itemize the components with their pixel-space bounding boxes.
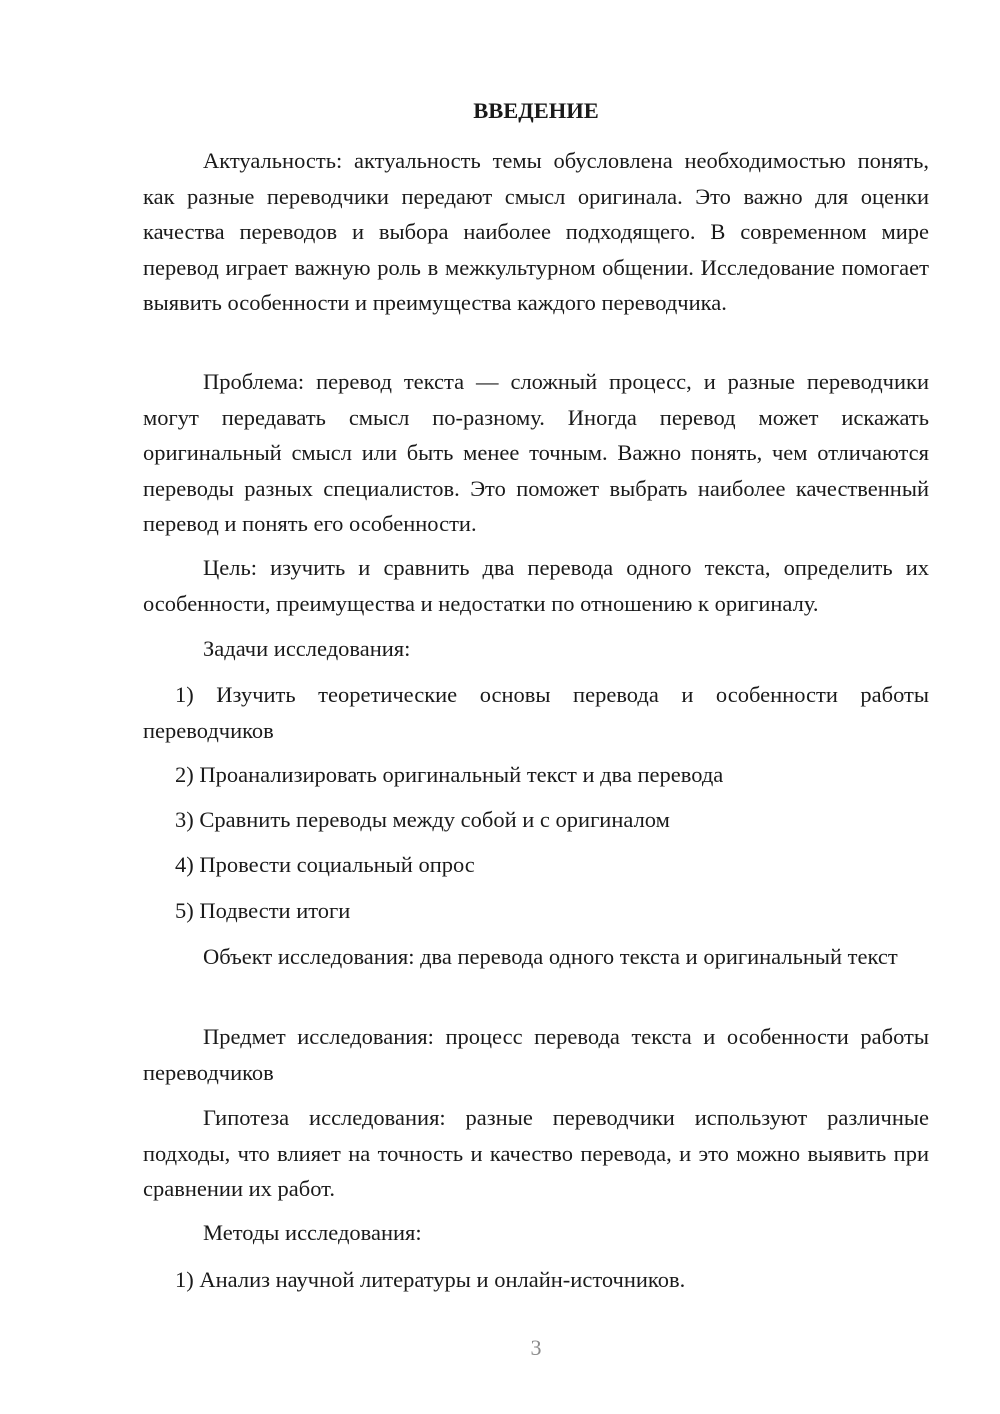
task-item: 3) Сравнить переводы между собой и с оригиналом [175,807,670,832]
goal-paragraph: Цель: изучить и сравнить два перевода одного текста, определить их особенности, преимущества и недостатки по отношению к оригиналу. [143,555,929,616]
task-item: 5) Подвести итоги [175,898,351,923]
page-number: 3 [530,1335,542,1360]
relevance-paragraph: Актуальность: актуальность темы обусловлена необходимостью понять, как разные переводчики передают смысл оригинала. Это важно для оценки качества переводов и выбора наиболее подходящего. В современном мире перевод играет важную роль в межкультурном общении. Исследование помогает выявить особенности и преимущества каждого переводчика. [143,148,929,315]
method-item: 1) Анализ научной литературы и онлайн-источников. [175,1267,686,1292]
object-paragraph: Объект исследования: два перевода одного текста и оригинальный текст [203,944,898,969]
methods-heading: Методы исследования: [203,1220,422,1245]
tasks-heading: Задачи исследования: [203,636,411,661]
task-item: 4) Провести социальный опрос [175,852,475,877]
subject-paragraph: Предмет исследования: процесс перевода текста и особенности работы переводчиков [143,1024,929,1085]
hypothesis-paragraph: Гипотеза исследования: разные переводчики используют различные подходы, что влияет на точность и качество перевода, и это можно выявить при сравнении их работ. [143,1105,929,1201]
page-title: ВВЕДЕНИЕ [473,98,599,123]
task-item: 2) Проанализировать оригинальный текст и два перевода [175,762,724,787]
task-item: 1) Изучить теоретические основы перевода и особенности работы переводчиков [143,682,929,743]
problem-paragraph: Проблема: перевод текста — сложный процесс, и разные переводчики могут передавать смысл по-разному. Иногда перевод может искажать оригинальный смысл или быть менее точным. Важно понять, чем отличаются переводы разных специалистов. Это поможет выбрать наиболее качественный перевод и понять его особенности. [143,369,929,536]
